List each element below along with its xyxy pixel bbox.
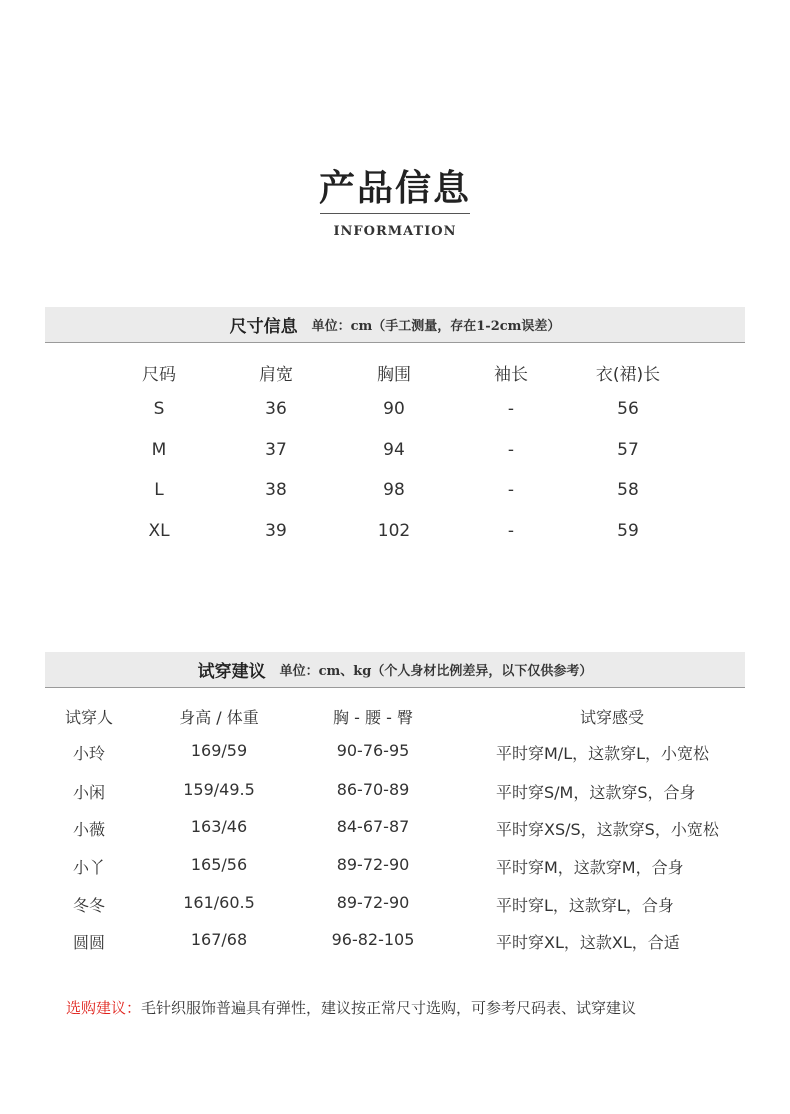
fit_section-cell: 圆圆 <box>72 933 106 952</box>
fit_section-cell: 159/49.5 <box>183 780 255 799</box>
fit_section-cell: 86-70-89 <box>336 780 410 799</box>
fit_section-cell: 平时穿M/L，这款穿L，小宽松 <box>496 744 710 763</box>
fit-section-title: 试穿建议 <box>197 662 266 682</box>
fit_section-cell: 165/56 <box>190 855 248 874</box>
size_section-cell: 94 <box>383 440 405 460</box>
size_section-cell: M <box>151 440 167 460</box>
size_section-cell: 59 <box>617 521 639 541</box>
fit_section-cell: 84-67-87 <box>336 817 410 836</box>
size_section-cell: XL <box>148 521 170 541</box>
fit_section-cell: 平时穿M，这款穿M，合身 <box>496 858 684 877</box>
size_section-header-cell: 胸围 <box>377 365 411 385</box>
size_section-header-cell: 肩宽 <box>259 365 293 385</box>
fit_section-cell: 平时穿L，这款穿L，合身 <box>496 896 674 915</box>
size_section-header-cell: 袖长 <box>494 365 528 385</box>
fit_section-header-cell: 胸 - 腰 - 臀 <box>333 708 413 727</box>
size_section-cell: 56 <box>617 399 639 419</box>
size_section-cell: - <box>507 521 515 541</box>
purchase-advice-label: 选购建议： <box>66 999 142 1017</box>
fit_section-cell: 平时穿S/M，这款穿S，合身 <box>496 783 696 802</box>
fit_section-cell: 89-72-90 <box>336 855 410 874</box>
size_section-cell: 39 <box>265 521 287 541</box>
fit_section-header-cell: 试穿人 <box>64 708 114 727</box>
size_section-cell: - <box>507 440 515 460</box>
fit_section-cell: 163/46 <box>190 817 248 836</box>
fit_section-cell: 冬冬 <box>72 896 106 915</box>
size_section-cell: L <box>154 480 164 500</box>
size_section-cell: 98 <box>383 480 405 500</box>
fit_section-cell: 小丫 <box>72 858 106 877</box>
fit_section-cell: 小玲 <box>72 744 106 763</box>
size-section-note: 单位：cm（手工测量，存在1-2cm误差） <box>311 319 561 334</box>
size_section-cell: - <box>507 399 515 419</box>
fit_section-cell: 161/60.5 <box>183 893 255 912</box>
fit_section-cell: 小闲 <box>72 783 106 802</box>
size_section-cell: 102 <box>377 521 411 541</box>
size_section-header-cell: 衣(裙)长 <box>595 365 661 385</box>
size-section-header <box>45 307 745 343</box>
fit-section-header <box>45 652 745 688</box>
size_section-cell: 90 <box>383 399 405 419</box>
size-section-title: 尺寸信息 <box>229 317 298 337</box>
fit_section-cell: 96-82-105 <box>331 930 415 949</box>
fit_section-header-cell: 身高 / 体重 <box>179 708 259 727</box>
fit-section-note: 单位：cm、kg（个人身材比例差异，以下仅供参考） <box>279 664 593 679</box>
size_section-cell: 57 <box>617 440 639 460</box>
purchase-advice <box>66 997 636 1018</box>
title-divider <box>320 213 470 214</box>
size_section-cell: 38 <box>265 480 287 500</box>
fit_section-cell: 90-76-95 <box>336 741 410 760</box>
fit_section-cell: 169/59 <box>190 741 248 760</box>
fit_section-header-cell: 试穿感受 <box>579 708 645 727</box>
size_section-cell: 58 <box>617 480 639 500</box>
size_section-cell: 37 <box>265 440 287 460</box>
fit_section-cell: 89-72-90 <box>336 893 410 912</box>
size_section-cell: 36 <box>265 399 287 419</box>
size_section-cell: S <box>153 399 165 419</box>
page-title: 产品信息 <box>318 167 471 209</box>
fit_section-cell: 小薇 <box>72 820 106 839</box>
page-subtitle: INFORMATION <box>333 224 457 239</box>
purchase-advice-text: 毛针织服饰普遍具有弹性，建议按正常尺寸选购，可参考尺码表、试穿建议 <box>141 999 637 1017</box>
fit_section-cell: 167/68 <box>190 930 248 949</box>
fit_section-cell: 平时穿XL，这款XL，合适 <box>496 933 680 952</box>
size_section-header-cell: 尺码 <box>142 365 176 385</box>
fit_section-cell: 平时穿XS/S，这款穿S，小宽松 <box>496 820 719 839</box>
size_section-cell: - <box>507 480 515 500</box>
